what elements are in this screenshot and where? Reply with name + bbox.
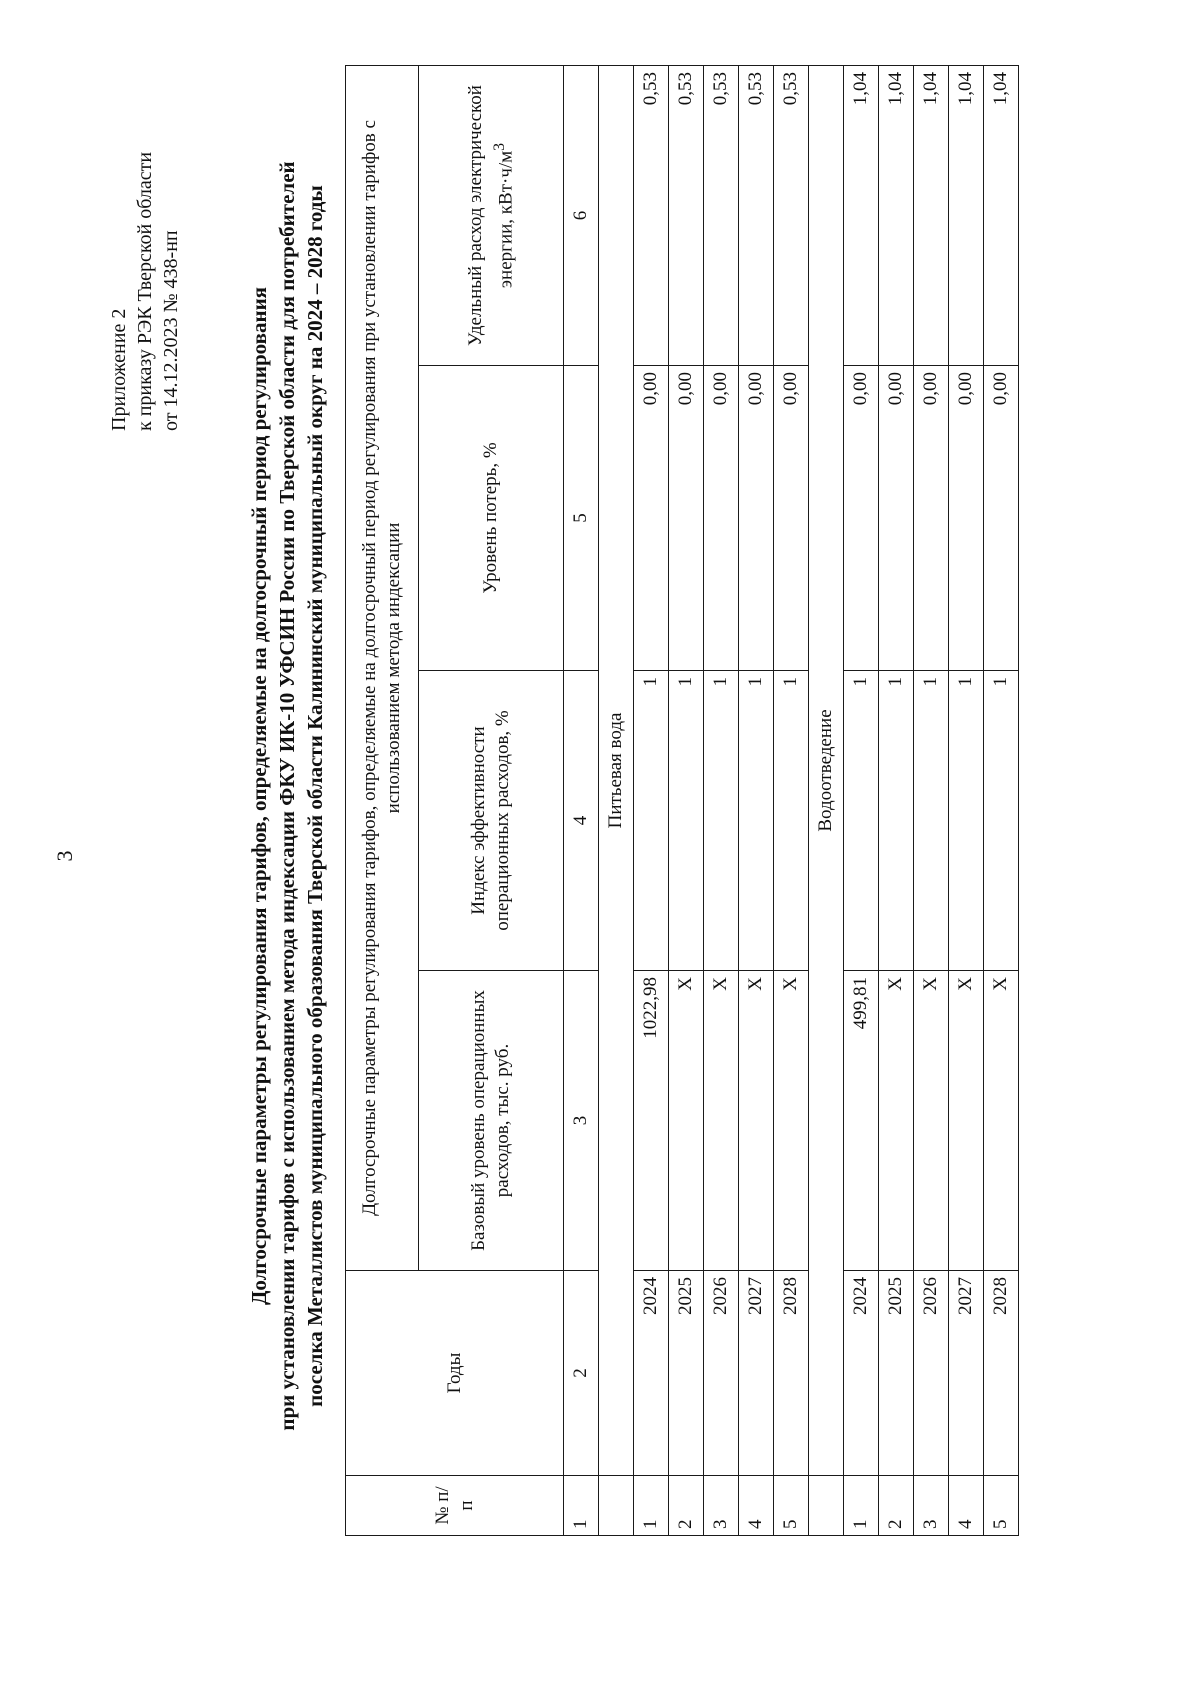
base-level-cell: 1022,98 [634, 971, 669, 1271]
loss-level-cell: 0,00 [669, 366, 704, 671]
page-number: 3 [52, 850, 77, 862]
base-level-cell: Х [984, 971, 1019, 1271]
base-level-cell: Х [704, 971, 739, 1271]
year-cell: 2025 [669, 1271, 704, 1476]
base-level-cell: Х [774, 971, 809, 1271]
energy-consumption-cell: 1,04 [914, 65, 949, 365]
efficiency-index-cell: 1 [949, 671, 984, 971]
energy-consumption-cell: 1,04 [984, 65, 1019, 365]
base-level-cell: Х [949, 971, 984, 1271]
energy-consumption-cell: 0,53 [739, 65, 774, 365]
loss-level-cell: 0,00 [914, 366, 949, 671]
efficiency-index-cell: 1 [634, 671, 669, 971]
loss-level-cell: 0,00 [739, 366, 774, 671]
year-cell: 2024 [844, 1271, 879, 1476]
efficiency-index-cell: 1 [704, 671, 739, 971]
table-row [739, 65, 774, 1535]
appendix-line-3: от 14.12.2023 № 438-нп [160, 230, 182, 431]
column-number-cell: 5 [564, 366, 599, 671]
row-number-cell: 4 [739, 1476, 774, 1536]
header-group: Долгосрочные параметры регулирования тарифов, определяемые на долгосрочный период регулирования при установлении тарифов с использованием метода индексации [346, 65, 419, 1270]
parameters-table [345, 65, 1019, 1536]
column-number-cell: 1 [564, 1476, 599, 1536]
loss-level-cell: 0,00 [704, 366, 739, 671]
energy-consumption-cell: 1,04 [844, 65, 879, 365]
row-number-cell: 2 [879, 1476, 914, 1536]
section-spacer-cell [809, 1476, 844, 1536]
section-row [809, 65, 844, 1535]
year-cell: 2025 [879, 1271, 914, 1476]
header-years: Годы [346, 1271, 564, 1476]
energy-consumption-cell: 1,04 [949, 65, 984, 365]
table-row [984, 65, 1019, 1535]
row-number-cell: 4 [949, 1476, 984, 1536]
appendix-note [106, 152, 184, 431]
section-row [599, 65, 634, 1535]
table-row [704, 65, 739, 1535]
energy-consumption-cell: 0,53 [669, 65, 704, 365]
year-cell: 2027 [949, 1271, 984, 1476]
row-number-cell: 1 [844, 1476, 879, 1536]
base-level-cell: Х [914, 971, 949, 1271]
column-number-cell: 6 [564, 65, 599, 365]
loss-level-cell: 0,00 [949, 366, 984, 671]
efficiency-index-cell: 1 [844, 671, 879, 971]
year-cell: 2026 [914, 1271, 949, 1476]
row-number-cell: 1 [634, 1476, 669, 1536]
column-number-cell: 4 [564, 671, 599, 971]
energy-consumption-cell: 0,53 [704, 65, 739, 365]
energy-consumption-cell: 0,53 [634, 65, 669, 365]
column-number-row [564, 65, 599, 1535]
header-row-number: № п/п [346, 1476, 564, 1536]
table-row [949, 65, 984, 1535]
base-level-cell: Х [739, 971, 774, 1271]
energy-consumption-cell: 1,04 [879, 65, 914, 365]
row-number-cell: 5 [774, 1476, 809, 1536]
efficiency-index-cell: 1 [669, 671, 704, 971]
table-body [564, 65, 1019, 1535]
efficiency-index-cell: 1 [739, 671, 774, 971]
table-row [879, 65, 914, 1535]
year-cell: 2028 [774, 1271, 809, 1476]
efficiency-index-cell: 1 [984, 671, 1019, 971]
table-row [669, 65, 704, 1535]
header-base-level: Базовый уровень операционных расходов, тыс. руб. [419, 971, 564, 1271]
loss-level-cell: 0,00 [634, 366, 669, 671]
energy-consumption-cell: 0,53 [774, 65, 809, 365]
row-number-cell: 3 [704, 1476, 739, 1536]
row-number-cell: 5 [984, 1476, 1019, 1536]
row-number-cell: 2 [669, 1476, 704, 1536]
header-loss-level: Уровень потерь, % [419, 366, 564, 671]
title-line-1: Долгосрочные параметры регулирования тарифов, определяемые на долгосрочный период регулирования [247, 286, 271, 1306]
title-line-3: поселка Металлистов муниципального образования Тверской области Калининский муниципальный округ на 2024 – 2028 годы [303, 185, 327, 1407]
section-title: Водоотведение [809, 65, 844, 1475]
loss-level-cell: 0,00 [844, 366, 879, 671]
loss-level-cell: 0,00 [879, 366, 914, 671]
header-energy-text: Удельный расход электрической энергии, кВт·ч/м [464, 85, 517, 346]
row-number-cell: 3 [914, 1476, 949, 1536]
column-number-cell: 3 [564, 971, 599, 1271]
section-spacer-cell [599, 1476, 634, 1536]
appendix-line-1: Приложение 2 [108, 308, 130, 431]
table-row [844, 65, 879, 1535]
title-line-2: при установлении тарифов с использованием метода индексации ФКУ ИК-10 УФСИН России по Тверской области для потребителей [275, 161, 299, 1431]
table-row [774, 65, 809, 1535]
header-energy-superscript: 3 [490, 142, 508, 151]
year-cell: 2026 [704, 1271, 739, 1476]
header-efficiency-index: Индекс эффективности операционных расходов, % [419, 671, 564, 971]
appendix-line-2: к приказу РЭК Тверской области [134, 151, 156, 431]
column-number-cell: 2 [564, 1271, 599, 1476]
efficiency-index-cell: 1 [774, 671, 809, 971]
header-energy-consumption [419, 65, 564, 365]
base-level-cell: Х [879, 971, 914, 1271]
base-level-cell: Х [669, 971, 704, 1271]
year-cell: 2027 [739, 1271, 774, 1476]
base-level-cell: 499,81 [844, 971, 879, 1271]
year-cell: 2024 [634, 1271, 669, 1476]
efficiency-index-cell: 1 [879, 671, 914, 971]
table-row [634, 65, 669, 1535]
loss-level-cell: 0,00 [774, 366, 809, 671]
year-cell: 2028 [984, 1271, 1019, 1476]
document-title [245, 96, 329, 1496]
table-row [914, 65, 949, 1535]
section-title: Питьевая вода [599, 65, 634, 1475]
loss-level-cell: 0,00 [984, 366, 1019, 671]
efficiency-index-cell: 1 [914, 671, 949, 971]
